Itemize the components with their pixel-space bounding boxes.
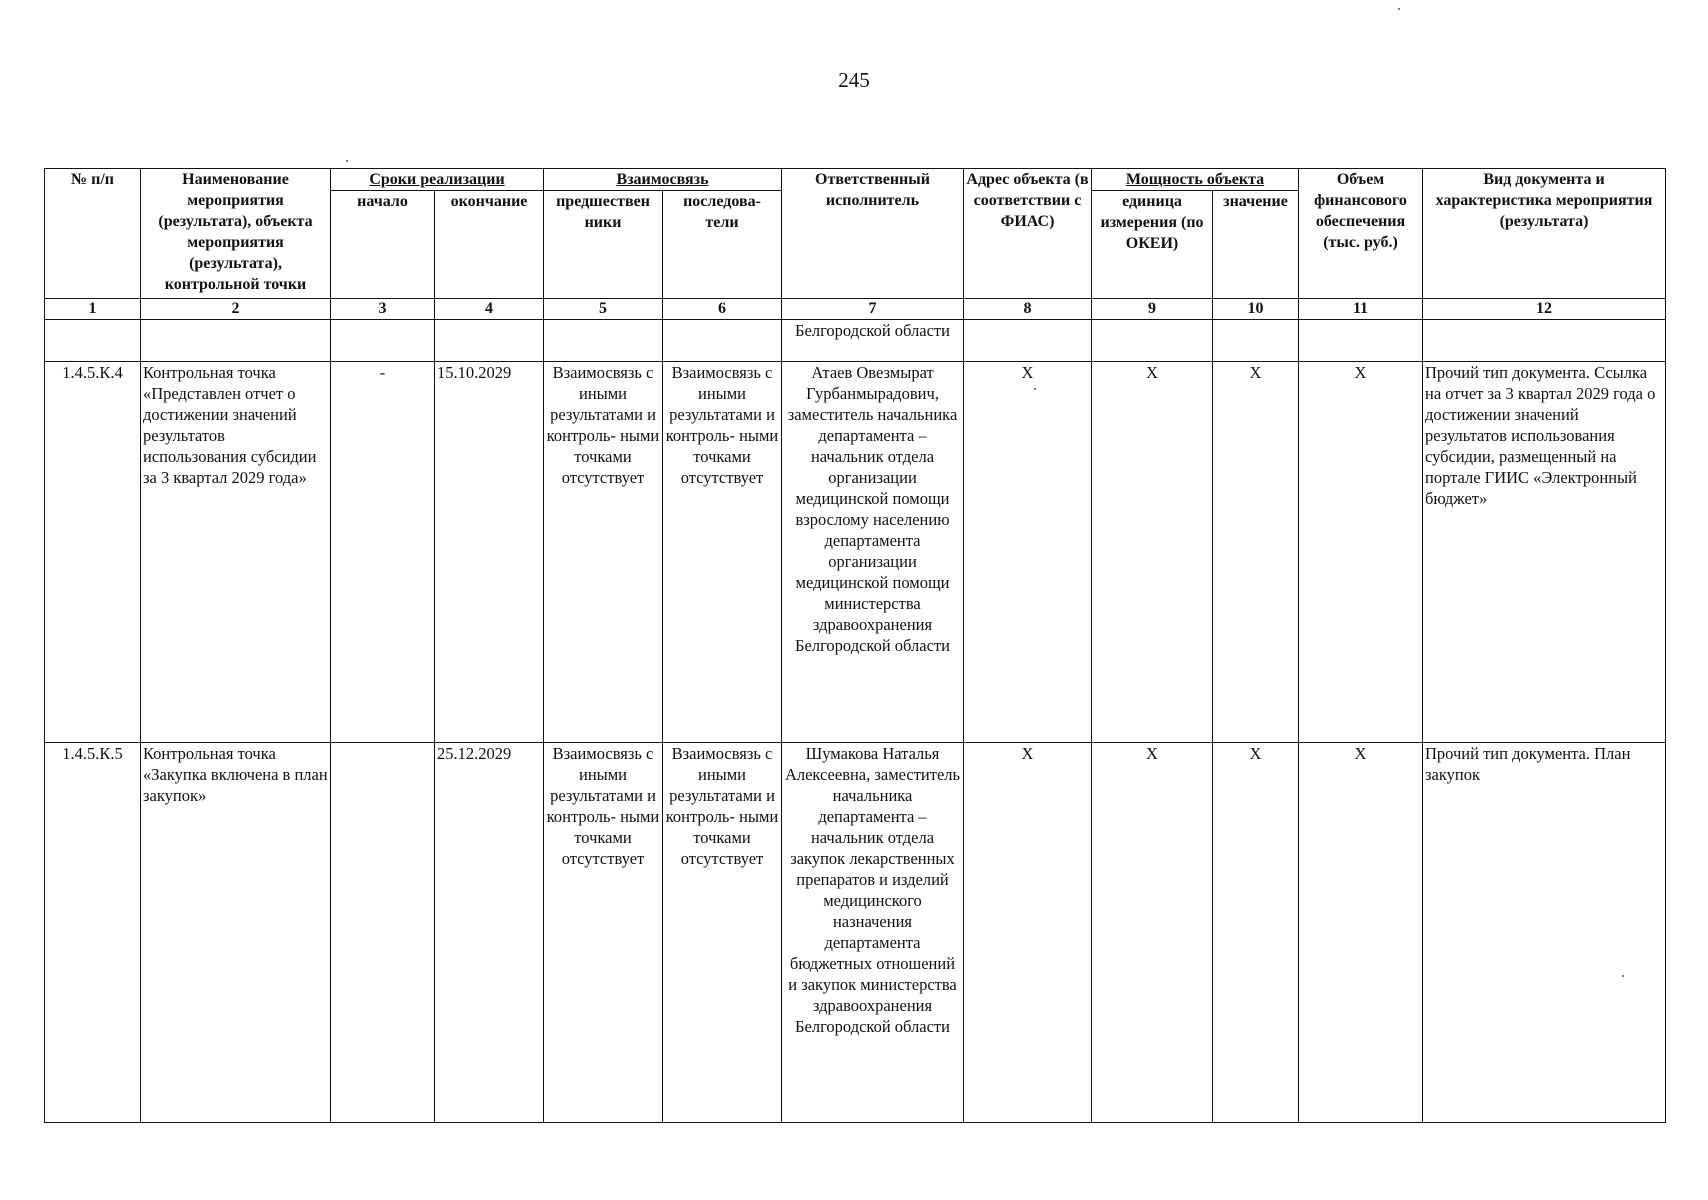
cell-prev: [544, 320, 663, 362]
cell-responsible: Шумакова Наталья Алексеевна, заместитель начальника департамента – начальник отдела закупок лекарственных препаратов и изделий медицинского назначения департамента бюджетных отношений и закупок министерства здравоохранения Белгородской области: [782, 743, 964, 1123]
col-number: 9: [1092, 299, 1213, 320]
cell-unit: X: [1092, 743, 1213, 1123]
col-number: 4: [435, 299, 544, 320]
col-number: 12: [1423, 299, 1666, 320]
cell-document: [1423, 320, 1666, 362]
table-row: [45, 362, 1666, 743]
cell-next: [663, 320, 782, 362]
cell-unit: X: [1092, 362, 1213, 743]
cell-start: [331, 320, 435, 362]
col-number: 3: [331, 299, 435, 320]
activities-table: [44, 168, 1666, 1123]
col-number: 1: [45, 299, 141, 320]
col-number: 8: [964, 299, 1092, 320]
cell-value: [1213, 320, 1299, 362]
header-responsible: Ответственный исполнитель: [782, 169, 964, 299]
header-link: Взаимосвязь: [544, 169, 782, 191]
cell-next: Взаимосвязь с иными результатами и контроль- ными точками отсутствует: [663, 743, 782, 1123]
scan-speck: [1034, 388, 1036, 390]
cell-end: 15.10.2029: [435, 362, 544, 743]
cell-address: X: [964, 362, 1092, 743]
cell-num: [45, 320, 141, 362]
cell-address: X: [964, 743, 1092, 1123]
cell-prev: Взаимосвязь с иными результатами и контроль- ными точками отсутствует: [544, 743, 663, 1123]
cell-end: 25.12.2029: [435, 743, 544, 1123]
table-header: [45, 169, 1666, 320]
col-number: 2: [141, 299, 331, 320]
table-row: [45, 320, 1666, 362]
cell-name: Контрольная точка «Представлен отчет о достижении значений результатов использования субсидии за 3 квартал 2029 года»: [141, 362, 331, 743]
cell-start: -: [331, 362, 435, 743]
scan-speck: [346, 160, 348, 162]
table-row: [45, 743, 1666, 1123]
col-number: 6: [663, 299, 782, 320]
scan-speck: [1398, 8, 1400, 10]
cell-volume: X: [1299, 362, 1423, 743]
cell-document: Прочий тип документа. План закупок: [1423, 743, 1666, 1123]
col-number: 5: [544, 299, 663, 320]
cell-name: Контрольная точка «Закупка включена в план закупок»: [141, 743, 331, 1123]
header-next: последова- тели: [663, 191, 782, 299]
header-end: окончание: [435, 191, 544, 299]
page-number: 245: [838, 68, 870, 92]
cell-address: [964, 320, 1092, 362]
col-number: 7: [782, 299, 964, 320]
col-number: 11: [1299, 299, 1423, 320]
header-start: начало: [331, 191, 435, 299]
cell-value: X: [1213, 362, 1299, 743]
cell-volume: [1299, 320, 1423, 362]
cell-num: 1.4.5.К.4: [45, 362, 141, 743]
cell-prev: Взаимосвязь с иными результатами и контроль- ными точками отсутствует: [544, 362, 663, 743]
header-capacity: Мощность объекта: [1092, 169, 1299, 191]
cell-name: [141, 320, 331, 362]
column-numbers-row: [45, 299, 1666, 320]
scan-speck: [1622, 975, 1624, 977]
cell-unit: [1092, 320, 1213, 362]
header-name: Наименование мероприятия (результата), объекта мероприятия (результата), контрольной точки: [141, 169, 331, 299]
col-number: 10: [1213, 299, 1299, 320]
header-num: № п/п: [45, 169, 141, 299]
cell-start: [331, 743, 435, 1123]
cell-end: [435, 320, 544, 362]
cell-responsible: Атаев Овезмырат Гурбанмырадович, заместитель начальника департамента – начальник отдела организации медицинской помощи взрослому населению департамента организации медицинской помощи министерства здравоохранения Белгородской области: [782, 362, 964, 743]
header-prev: предшествен ники: [544, 191, 663, 299]
header-value: значение: [1213, 191, 1299, 299]
header-unit: единица измерения (по ОКЕИ): [1092, 191, 1213, 299]
header-terms: Сроки реализации: [331, 169, 544, 191]
cell-responsible: Белгородской области: [782, 320, 964, 362]
cell-value: X: [1213, 743, 1299, 1123]
cell-document: Прочий тип документа. Ссылка на отчет за 3 квартал 2029 года о достижении значений результатов использования субсидии, размещенный на портале ГИИС «Электронный бюджет»: [1423, 362, 1666, 743]
cell-volume: X: [1299, 743, 1423, 1123]
cell-num: 1.4.5.К.5: [45, 743, 141, 1123]
header-document: Вид документа и характеристика мероприятия (результата): [1423, 169, 1666, 299]
header-volume: Объем финансового обеспечения (тыс. руб.): [1299, 169, 1423, 299]
cell-next: Взаимосвязь с иными результатами и контроль- ными точками отсутствует: [663, 362, 782, 743]
header-address: Адрес объекта (в соответствии с ФИАС): [964, 169, 1092, 299]
